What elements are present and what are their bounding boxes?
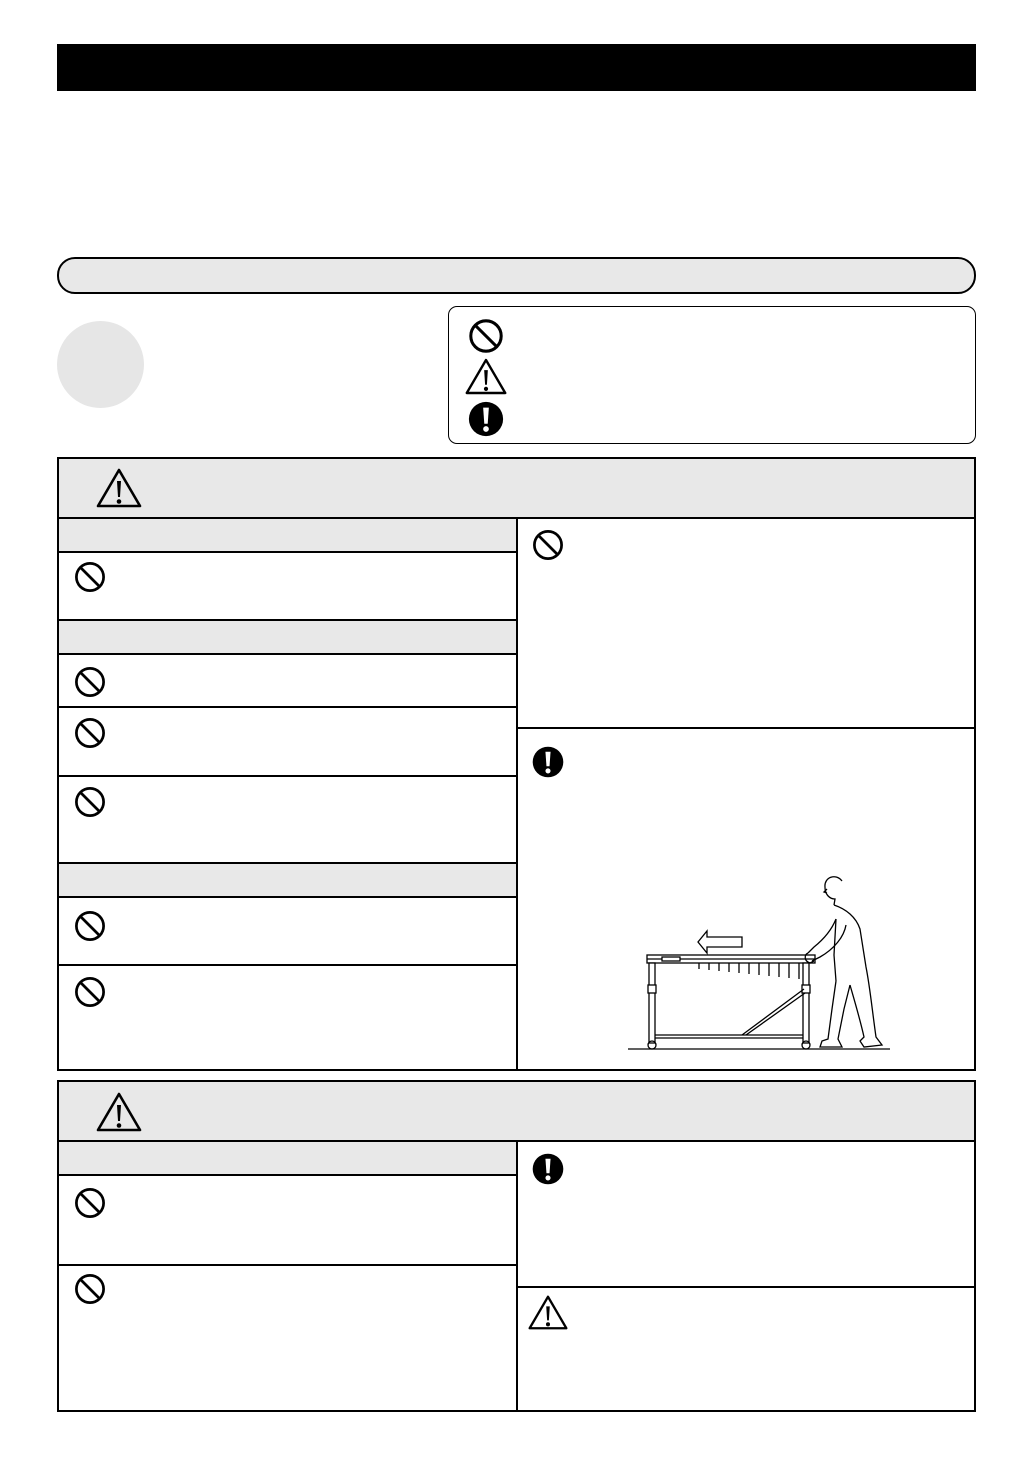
sub-header bbox=[59, 519, 516, 551]
mandatory-action-icon bbox=[467, 400, 505, 438]
prohibited-icon bbox=[73, 1186, 107, 1220]
cart-pushing-illustration bbox=[624, 869, 899, 1054]
caution-panel bbox=[57, 1080, 976, 1412]
prohibited-icon bbox=[73, 975, 107, 1009]
warning-triangle-icon bbox=[95, 1091, 143, 1133]
title-bar bbox=[57, 44, 976, 91]
sub-header bbox=[59, 1142, 516, 1174]
symbol-legend-box bbox=[448, 306, 976, 444]
legend-bar bbox=[57, 257, 976, 294]
divider bbox=[59, 1264, 516, 1266]
sub-header bbox=[59, 864, 516, 896]
divider bbox=[518, 727, 974, 729]
warning-triangle-icon bbox=[527, 1294, 569, 1331]
prohibited-icon bbox=[73, 785, 107, 819]
prohibited-icon bbox=[73, 1272, 107, 1306]
divider bbox=[59, 706, 516, 708]
divider bbox=[59, 1174, 516, 1176]
prohibited-icon bbox=[73, 909, 107, 943]
sub-header bbox=[59, 621, 516, 653]
prohibited-icon bbox=[531, 528, 565, 562]
warning-triangle-icon bbox=[464, 357, 508, 396]
column-divider bbox=[516, 519, 518, 1069]
mandatory-action-icon bbox=[531, 1152, 565, 1186]
divider bbox=[59, 653, 516, 655]
warning-panel-header bbox=[59, 459, 974, 519]
prohibited-icon bbox=[73, 665, 107, 699]
prohibited-icon bbox=[467, 317, 505, 355]
grey-circle-mark bbox=[57, 321, 144, 408]
column-divider bbox=[516, 1142, 518, 1410]
divider bbox=[59, 964, 516, 966]
divider bbox=[59, 775, 516, 777]
warning-triangle-icon bbox=[95, 467, 143, 509]
prohibited-icon bbox=[73, 716, 107, 750]
mandatory-action-icon bbox=[531, 745, 565, 779]
prohibited-icon bbox=[73, 560, 107, 594]
divider bbox=[59, 551, 516, 553]
divider bbox=[518, 1286, 974, 1288]
divider bbox=[59, 896, 516, 898]
warning-panel bbox=[57, 457, 976, 1071]
caution-panel-header bbox=[59, 1082, 974, 1142]
